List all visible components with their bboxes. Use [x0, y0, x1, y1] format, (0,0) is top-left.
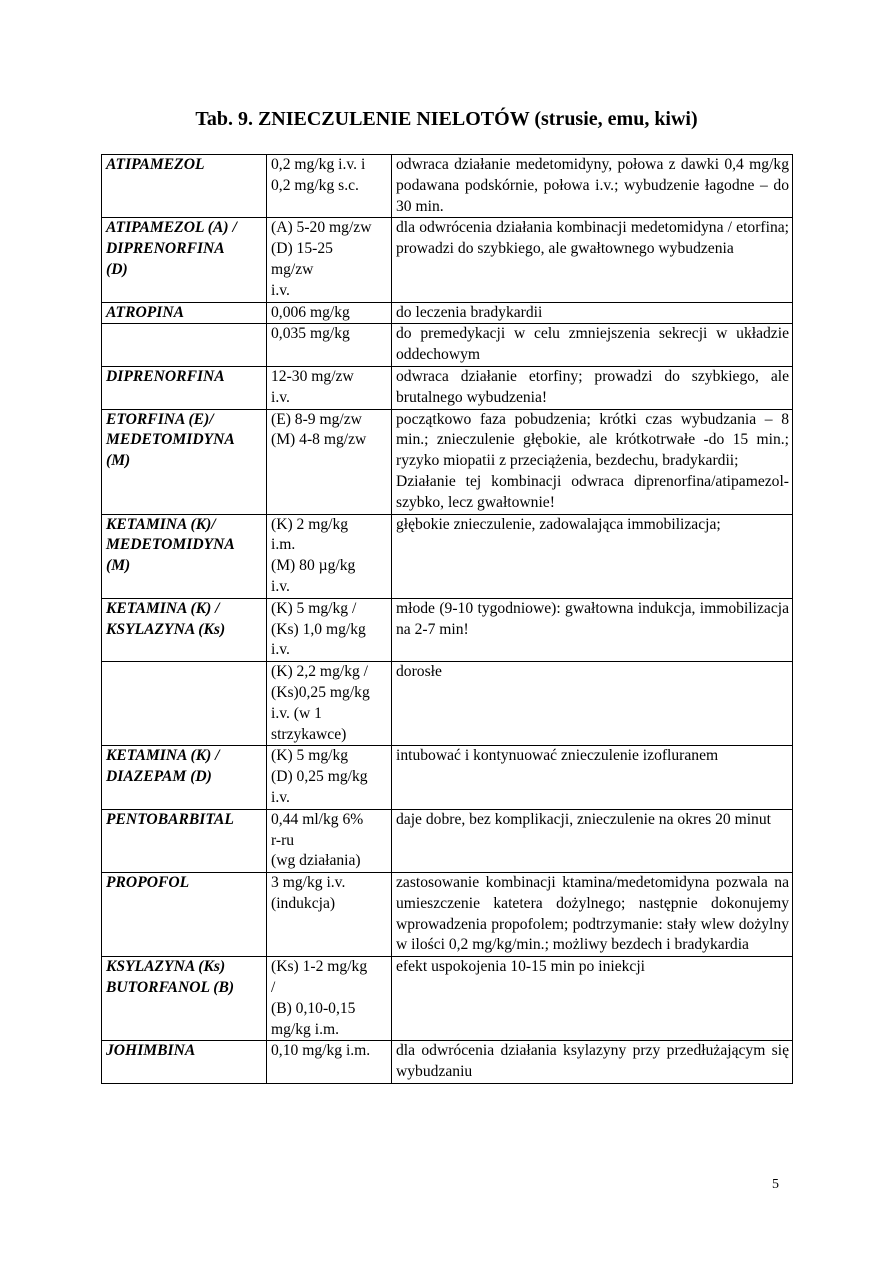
- dose-line: (wg działania): [271, 852, 361, 870]
- drug-name-cell: [102, 746, 267, 809]
- drug-name-cell: [102, 155, 267, 218]
- description-text: do leczenia bradykardii: [396, 303, 543, 321]
- drug-name-line: BUTORFANOL (B): [106, 979, 235, 997]
- table-row: [102, 662, 793, 746]
- dose-line: r-ru: [271, 831, 295, 849]
- description-text: odwraca działanie etorfiny; prowadzi do szybkiego, ale brutalnego wybudzenia!: [396, 367, 789, 406]
- dose-cell: [267, 302, 392, 324]
- description-cell: [392, 809, 793, 872]
- drug-name-line: ATIPAMEZOL: [106, 156, 205, 173]
- drug-name-cell: [102, 598, 267, 661]
- drug-name-cell: [102, 514, 267, 598]
- dose-line: (B) 0,10-0,15: [271, 999, 356, 1017]
- dose-cell: [267, 366, 392, 409]
- description-text: dla odwrócenia działania ksylazyny przy przedłużającym się wybudzaniu: [396, 1042, 789, 1081]
- description-text: młode (9-10 tygodniowe): gwałtowna indukcja, immobilizacja na 2-7 min!: [396, 599, 789, 638]
- dose-line: 0,10 mg/kg i.m.: [271, 1042, 371, 1060]
- dose-line: (Ks) 1-2 mg/kg: [271, 958, 368, 976]
- dose-cell: [267, 809, 392, 872]
- dose-line: i.m.: [271, 536, 296, 554]
- dose-line: mg/zw: [271, 260, 314, 278]
- table-row: [102, 598, 793, 661]
- description-text: początkowo faza pobudzenia; krótki czas wybudzania – 8 min.; znieczulenie głębokie, ale krótkotrwałe -do 15 min.; ryzyko miopatii z przeciążenia, bezdechu, bradykardii;: [396, 410, 789, 470]
- dose-line: 0,035 mg/kg: [271, 325, 350, 343]
- description-cell: [392, 409, 793, 514]
- description-text: głębokie znieczulenie, zadowalająca immobilizacja;: [396, 515, 721, 533]
- table-row: [102, 1041, 793, 1084]
- dose-cell: [267, 662, 392, 746]
- drug-name-line: DIPRENORFINA: [106, 367, 225, 385]
- description-cell: [392, 1041, 793, 1084]
- dose-line: (K) 5 mg/kg /: [271, 599, 357, 617]
- table-row: [102, 366, 793, 409]
- dose-cell: [267, 409, 392, 514]
- description-text: do premedykacji w celu zmniejszenia sekrecji w układzie oddechowym: [396, 325, 789, 364]
- drug-name-cell: [102, 957, 267, 1041]
- dose-line: (K) 2 mg/kg: [271, 515, 349, 533]
- dose-line: (Ks) 1,0 mg/kg: [271, 620, 366, 638]
- description-text: daje dobre, bez komplikacji, znieczulenie na okres 20 minut: [396, 810, 771, 828]
- description-cell: [392, 873, 793, 957]
- description-cell: [392, 155, 793, 218]
- description-cell: [392, 598, 793, 661]
- description-cell: [392, 514, 793, 598]
- description-cell: [392, 302, 793, 324]
- table-row: [102, 957, 793, 1041]
- drug-name-cell: [102, 302, 267, 324]
- drug-name-cell: [102, 873, 267, 957]
- dose-line: (indukcja): [271, 894, 336, 912]
- drug-name-line: KSYLAZYNA (Ks): [106, 620, 226, 638]
- description-text: zastosowanie kombinacji ktamina/medetomidyna pozwala na umieszczenie katetera dożylnego; następnie dokonujemy wprowadzenia propofolem; podtrzymanie: stały wlew dożylny w ilości 0,2 mg/kg/min.; możliwy bezdech i bradykardia: [396, 874, 789, 954]
- dose-line: (K) 5 mg/kg: [271, 747, 349, 765]
- dose-cell: [267, 746, 392, 809]
- dose-line: strzykawce): [271, 725, 347, 743]
- description-text: dla odwrócenia działania kombinacji medetomidyna / etorfina; prowadzi do szybkiego, ale gwałtownego wybudzenia: [396, 219, 789, 258]
- dose-line: 3 mg/kg i.v.: [271, 874, 346, 892]
- drug-name-line: KETAMINA (K) /: [106, 599, 220, 617]
- dose-cell: [267, 514, 392, 598]
- description-cell: [392, 662, 793, 746]
- description-text: dorosłe: [396, 663, 442, 681]
- drug-name-cell: [102, 409, 267, 514]
- dose-line: 0,2 mg/kg s.c.: [271, 176, 359, 194]
- dose-line: i.v.: [271, 577, 290, 595]
- drug-name-line: DIPRENORFINA: [106, 240, 225, 258]
- page-number: 5: [772, 1177, 779, 1192]
- drug-name-line: DIAZEPAM (D): [106, 768, 212, 786]
- table-row: [102, 746, 793, 809]
- description-cell: [392, 957, 793, 1041]
- dose-cell: [267, 218, 392, 302]
- drug-name-line: KETAMINA (K)/: [106, 515, 216, 533]
- dose-line: i.v.: [271, 281, 290, 299]
- drug-name-line: PENTOBARBITAL: [106, 810, 234, 828]
- dose-line: (D) 15-25: [271, 240, 333, 258]
- dose-line: i.v.: [271, 788, 290, 806]
- anesthesia-table: [101, 154, 793, 1084]
- dose-cell: [267, 598, 392, 661]
- table-row: [102, 324, 793, 367]
- dose-line: (K) 2,2 mg/kg /: [271, 663, 369, 681]
- description-text: intubować i kontynuować znieczulenie izofluranem: [396, 747, 719, 765]
- description-cell: [392, 746, 793, 809]
- table-row: [102, 155, 793, 218]
- description-cell: [392, 218, 793, 302]
- dose-line: (Ks)0,25 mg/kg: [271, 683, 370, 701]
- dose-cell: [267, 957, 392, 1041]
- dose-line: (M) 80 µg/kg: [271, 557, 356, 575]
- description-text: efekt uspokojenia 10-15 min po iniekcji: [396, 958, 646, 976]
- dose-line: i.v.: [271, 641, 290, 659]
- drug-name-line: KETAMINA (K) /: [106, 747, 220, 765]
- table-row: [102, 809, 793, 872]
- dose-line: 0,006 mg/kg: [271, 303, 350, 321]
- drug-name-line: ATIPAMEZOL (A) /: [106, 219, 237, 237]
- drug-name-cell: [102, 324, 267, 367]
- drug-name-line: JOHIMBINA: [106, 1042, 196, 1060]
- table-row: [102, 873, 793, 957]
- dose-line: (D) 0,25 mg/kg: [271, 768, 368, 786]
- description-text: odwraca działanie medetomidyny, połowa z dawki 0,4 mg/kg podawana podskórnie, połowa i.v.; wybudzenie łagodne – do 30 min.: [396, 156, 789, 215]
- description-text: Działanie tej kombinacji odwraca diprenorfina/atipamezol- szybko, lecz gwałtownie!: [396, 472, 789, 511]
- dose-line: (A) 5-20 mg/zw: [271, 219, 372, 237]
- table-title: Tab. 9. ZNIECZULENIE NIELOTÓW (strusie, emu, kiwi): [195, 108, 698, 130]
- drug-name-line: MEDETOMIDYNA: [106, 431, 235, 449]
- dose-line: i.v. (w 1: [271, 704, 322, 722]
- description-cell: [392, 324, 793, 367]
- dose-line: 0,2 mg/kg i.v. i: [271, 156, 366, 173]
- dose-cell: [267, 1041, 392, 1084]
- table-body: [102, 155, 793, 1084]
- dose-line: i.v.: [271, 388, 290, 406]
- description-cell: [392, 366, 793, 409]
- table-row: [102, 302, 793, 324]
- dose-cell: [267, 873, 392, 957]
- dose-cell: [267, 324, 392, 367]
- dose-line: 0,44 ml/kg 6%: [271, 810, 364, 828]
- dose-line: 12-30 mg/zw: [271, 367, 354, 385]
- dose-line: (E) 8-9 mg/zw: [271, 410, 362, 428]
- drug-name-cell: [102, 218, 267, 302]
- table-row: [102, 218, 793, 302]
- table-row: [102, 409, 793, 514]
- drug-name-line: (M): [106, 452, 131, 470]
- drug-name-line: (D): [106, 260, 128, 278]
- drug-name-line: ATROPINA: [106, 303, 184, 321]
- drug-name-line: MEDETOMIDYNA: [106, 536, 235, 554]
- dose-line: mg/kg i.m.: [271, 1020, 340, 1038]
- drug-name-line: KSYLAZYNA (Ks): [106, 958, 226, 976]
- drug-name-cell: [102, 1041, 267, 1084]
- drug-name-line: PROPOFOL: [106, 874, 190, 892]
- dose-line: (M) 4-8 mg/zw: [271, 431, 367, 449]
- dose-line: /: [271, 979, 276, 997]
- drug-name-line: ETORFINA (E)/: [106, 410, 214, 428]
- drug-name-cell: [102, 662, 267, 746]
- drug-name-line: (M): [106, 557, 131, 575]
- drug-name-cell: [102, 809, 267, 872]
- drug-name-cell: [102, 366, 267, 409]
- table-row: [102, 514, 793, 598]
- dose-cell: [267, 155, 392, 218]
